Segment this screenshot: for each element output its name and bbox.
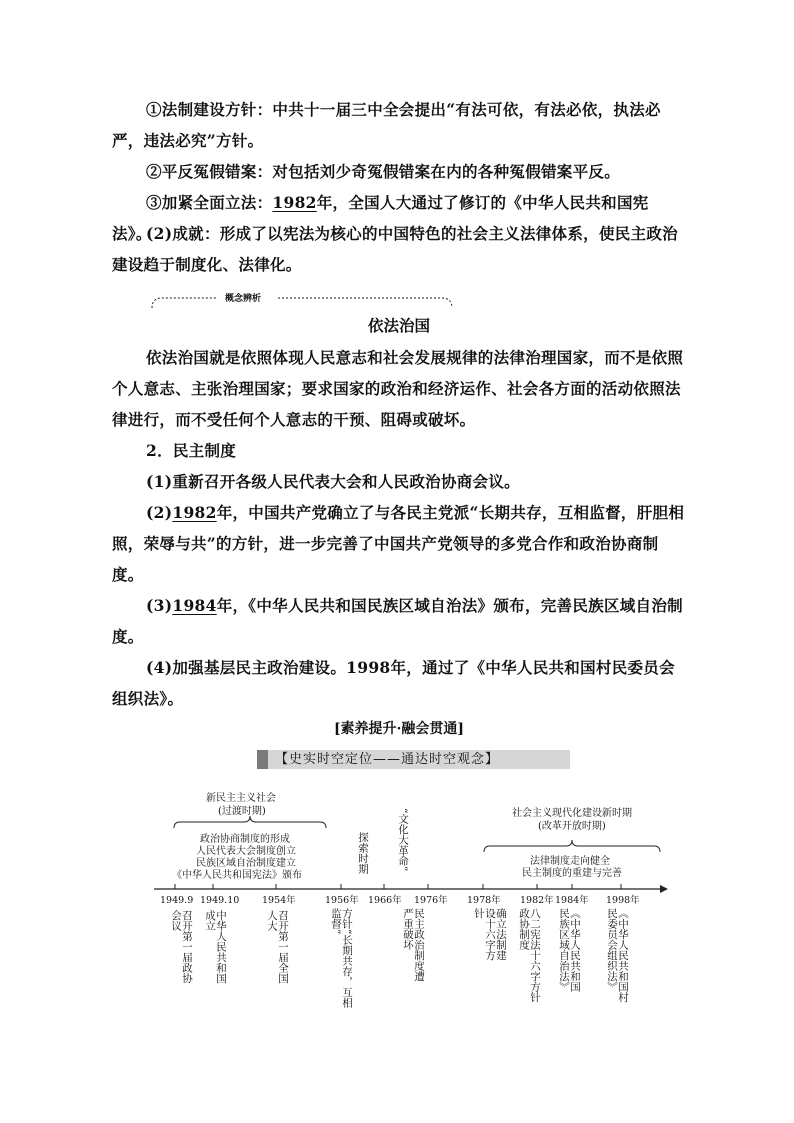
- year-1966: 1966年: [368, 895, 402, 906]
- item2-prefix: (2): [146, 503, 173, 522]
- concept-label: 概念辨析: [222, 291, 264, 304]
- period2-title: 社会主义现代化建设新时期: [512, 808, 632, 819]
- item3-year: 1984: [172, 596, 217, 615]
- period1-event-2: 人民代表大会制度创立: [196, 846, 296, 857]
- year-1949-9: 1949.9: [160, 895, 194, 906]
- legislation-suffix: 年，全国人大通过了修订的《中华人民共和国宪法》。: [112, 193, 649, 243]
- event-1956: 方针“长期共存，互相监督”: [330, 908, 353, 1008]
- achievement-paragraph: (2)成就：形成了以宪法为核心的中国特色的社会主义法律体系，使民主政治建设趋于制度化、法律化。: [112, 224, 678, 274]
- concept-body: 依法治国就是依照体现人民意志和社会发展规律的法律治理国家，而不是依照个人意志、主张治理国家；要求国家的政治和经济运作、社会各方面的活动依照法律进行，而不受任何个人意志的干预、阻碍或破坏。: [112, 348, 684, 429]
- period1-event-3: 民族区域自治制度建立: [196, 858, 296, 869]
- event-1966: 民主政治制度遭严重破坏: [402, 908, 425, 982]
- year-1954: 1954年: [262, 895, 296, 906]
- year-1949-10: 1949.10: [200, 895, 240, 906]
- period1-event-4: 《中华人民共和国宪法》颁布: [172, 870, 302, 881]
- event-1949-10: 中华人民共和国成立: [204, 910, 227, 984]
- year-1978: 1978年: [467, 895, 501, 906]
- legal-policy-paragraph: ①法制建设方针：中共十一届三中全会提出“有法可依，有法必依，执法必严，违法必究”方针。: [112, 100, 661, 150]
- concept-title: 依法治国: [367, 316, 430, 335]
- event-1982: 八二宪法十六字方针政协制度: [518, 908, 541, 1003]
- year-1976: 1976年: [414, 895, 448, 906]
- period1-event-1: 政治协商制度的形成: [200, 834, 290, 845]
- period2-event-1: 法律制度走向健全: [530, 856, 610, 867]
- section2-heading: 2．民主制度: [146, 441, 237, 460]
- legislation-year: 1982: [272, 193, 317, 212]
- literacy-heading: [素养提升·融会贯通]: [333, 721, 465, 737]
- year-1984: 1984年: [555, 895, 589, 906]
- event-1978: 确立法制建设十六字方针: [473, 908, 507, 961]
- item3-text: 年，《中华人民共和国民族区域自治法》颁布，完善民族区域自治制度。: [112, 596, 683, 646]
- period2-event-2: 民主制度的重建与完善: [522, 868, 622, 879]
- section2-item1: (1)重新召开各级人民代表大会和人民政治协商会议。: [146, 472, 520, 491]
- item3-prefix: (3): [146, 596, 173, 615]
- section2-item4: (4)加强基层民主政治建设。1998年，通过了《中华人民共和国村民委员会组织法》。: [112, 658, 675, 708]
- period1-subtitle: (过渡时期): [218, 806, 266, 817]
- year-1956: 1956年: [325, 895, 359, 906]
- event-1954: 召开第一届全国人大: [266, 910, 289, 984]
- explore-period-label: 探索时期: [357, 832, 369, 874]
- banner-title: 【史实时空定位——通达时空观念】: [275, 752, 500, 767]
- period1-title: 新民主主义社会: [206, 793, 276, 804]
- event-1949-9: 召开第一届政协会议: [170, 910, 193, 984]
- period2-subtitle: (改革开放时期): [538, 821, 606, 832]
- rehabilitation-paragraph: ②平反冤假错案：对包括刘少奇冤假错案在内的各种冤假错案平反。: [146, 162, 621, 181]
- event-1998: 《中华人民共和国村民委员会组织法》: [606, 908, 629, 1003]
- cultural-revolution-label: “文化大革命”: [397, 808, 409, 872]
- banner-title-text: 史实时空定位——通达时空观念: [289, 752, 486, 767]
- year-1998: 1998年: [606, 895, 640, 906]
- year-1982: 1982年: [520, 895, 554, 906]
- item2-year: 1982: [172, 503, 217, 522]
- event-1984: 《中华人民共和国民族区域自治法》: [558, 908, 581, 992]
- item2-text: 年，中国共产党确立了与各民主党派“长期共存，互相监督，肝胆相照，荣辱与共”的方针，进一步完善了中国共产党领导的多党合作和政治协商制度。: [112, 503, 685, 584]
- legislation-prefix: ③加紧全面立法：: [146, 193, 273, 212]
